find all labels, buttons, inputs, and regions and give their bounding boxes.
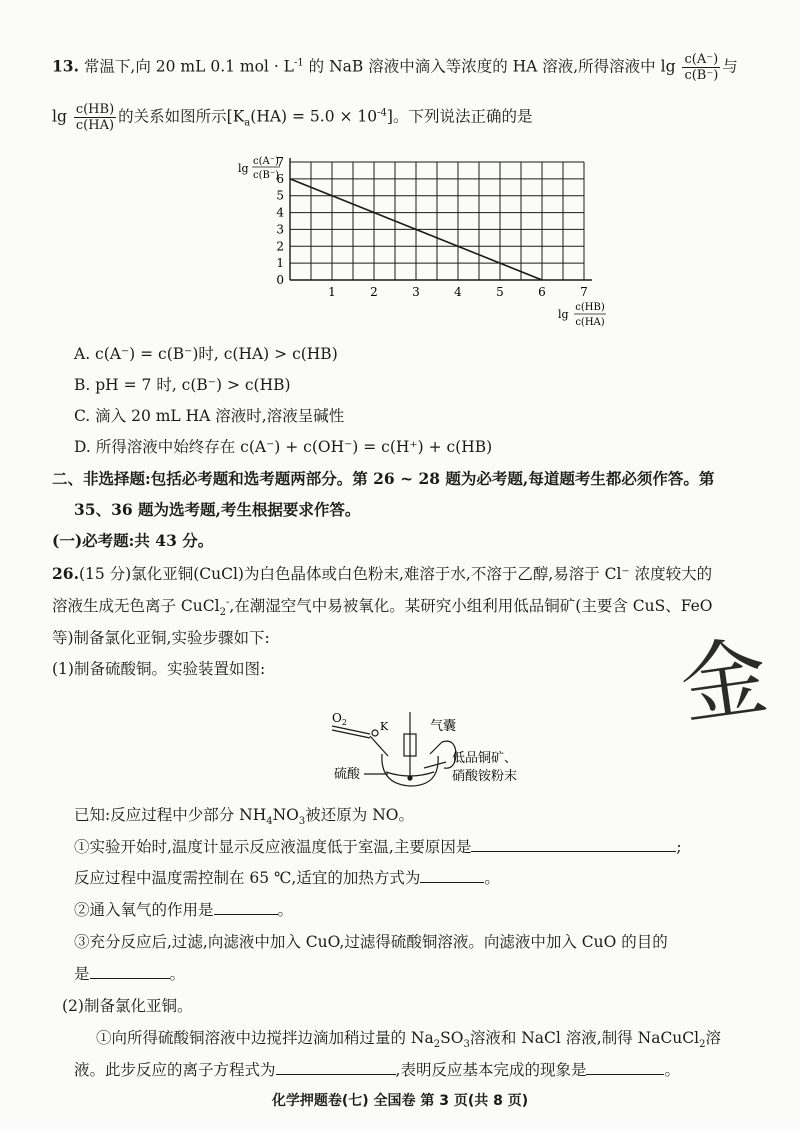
y-label-lg: lg bbox=[238, 162, 249, 175]
q13-fraction-hb bbox=[74, 102, 116, 133]
text: 溶液生成无色离子 CuCl bbox=[52, 597, 220, 615]
text: ①向所得硫酸铜溶液中边搅拌边滴加稍过量的 Na bbox=[96, 1029, 434, 1047]
sub: 4 bbox=[266, 816, 273, 828]
y-tick-label: 1 bbox=[276, 256, 284, 271]
x-label-lg: lg bbox=[558, 308, 569, 321]
text: 液。此步反应的离子方程式为 bbox=[74, 1061, 276, 1079]
q13-stem-line1 bbox=[52, 52, 738, 83]
q26-text: (15 分)氯化亚铜(CuCl)为白色晶体或白色粉末,难溶于水,不溶于乙醇,易溶于 Cl⁻ 浓度较大的 bbox=[78, 565, 713, 583]
q13-lg: lg bbox=[52, 107, 67, 126]
q13-sup: -1 bbox=[293, 57, 304, 69]
o2-inlet-tube bbox=[332, 726, 370, 734]
y-tick-label: 4 bbox=[276, 205, 284, 220]
apparatus-diagram bbox=[330, 712, 570, 792]
q26-number: 26. bbox=[52, 564, 79, 583]
text: 已知:反应过程中少部分 NH bbox=[74, 806, 267, 824]
y-tick-label: 3 bbox=[276, 222, 284, 237]
sup: - bbox=[225, 596, 230, 608]
q13-option-d: D. 所得溶液中始终存在 c(A⁻) + c(OH⁻) = c(H⁺) + c(HB) bbox=[74, 438, 493, 456]
q26-part2-heading: (2)制备氯化亚铜。 bbox=[62, 997, 193, 1015]
x-label-num: c(HB) bbox=[575, 302, 605, 313]
q26-p2-line1 bbox=[96, 1026, 721, 1050]
o2-label: $O_2$ bbox=[332, 712, 347, 727]
text: 反应过程中温度需控制在 65 ℃,适宜的加热方式为 bbox=[74, 869, 421, 887]
text: 。 bbox=[169, 965, 186, 983]
sub: 3 bbox=[298, 816, 306, 828]
inlet-neck bbox=[370, 736, 388, 756]
x-label-den: c(HA) bbox=[575, 317, 605, 328]
q26-q3b bbox=[74, 962, 185, 984]
q26-p2-line2 bbox=[74, 1058, 680, 1080]
page-footer: 化学押题卷(七) 全国卷 第 3 页(共 8 页) bbox=[271, 1093, 529, 1109]
q13-text-f: ]。下列说法正确的是 bbox=[386, 107, 533, 126]
frac-den: c(HA) bbox=[75, 118, 115, 133]
x-tick-label: 1 bbox=[328, 285, 336, 299]
ore-pointer bbox=[424, 762, 446, 768]
frac-den: c(B⁻) bbox=[684, 68, 719, 83]
text: 。 bbox=[664, 1061, 680, 1079]
x-tick-label: 5 bbox=[496, 285, 504, 299]
q13-text-e: (HA) = 5.0 × 10 bbox=[250, 107, 378, 126]
text: ,在潮湿空气中易被氧化。某研究小组利用低品铜矿(主要含 CuS、FeO bbox=[229, 597, 713, 615]
text: 。 bbox=[484, 869, 500, 887]
q13-fraction-ab bbox=[682, 52, 720, 83]
frac-num: c(A⁻) bbox=[682, 52, 720, 68]
text: 。 bbox=[277, 901, 294, 919]
valve-k bbox=[372, 730, 378, 736]
k-label: K bbox=[380, 720, 389, 733]
answer-blank-5[interactable] bbox=[276, 1060, 396, 1075]
q26-q3: ③充分反应后,过滤,向滤液中加入 CuO,过滤得硫酸铜溶液。向滤液中加入 CuO 的目的 bbox=[74, 933, 668, 951]
q13-text-c: 与 bbox=[722, 57, 738, 76]
q13-option-b: B. pH = 7 时, c(B⁻) > c(HB) bbox=[74, 376, 291, 394]
y-tick-label: 7 bbox=[276, 155, 284, 169]
text: ②通入氧气的作用是 bbox=[74, 901, 214, 919]
answer-blank-3[interactable] bbox=[214, 900, 278, 915]
section2-line1: 二、非选择题:包括必考题和选考题两部分。第 26 ~ 28 题为必考题,每道题考生都必须作答。第 bbox=[52, 469, 715, 488]
x-tick-label: 2 bbox=[370, 285, 378, 299]
section2-subheading: (一)必考题:共 43 分。 bbox=[52, 531, 214, 550]
o2-inlet-tube-lower bbox=[332, 730, 370, 738]
text: 是 bbox=[74, 965, 90, 983]
answer-blank-6[interactable] bbox=[586, 1060, 664, 1075]
q26-part1-heading: (1)制备硫酸铜。实验装置如图: bbox=[52, 660, 266, 678]
frac-num: c(HB) bbox=[75, 102, 115, 117]
y-label-den: c(B⁻) bbox=[252, 170, 280, 181]
answer-blank-1[interactable] bbox=[471, 837, 676, 852]
q13-text-b: 的 NaB 溶液中滴入等浓度的 HA 溶液,所得溶液中 lg bbox=[303, 57, 676, 76]
q26-q1b bbox=[74, 866, 500, 888]
text: 被还原为 NO。 bbox=[305, 806, 414, 824]
ore-label-2: 硝酸铵粉末 bbox=[452, 769, 518, 784]
text: NO bbox=[272, 806, 299, 824]
thermometer-bulb bbox=[408, 776, 412, 780]
q13-option-a: A. c(A⁻) = c(B⁻)时, c(HA) > c(HB) bbox=[74, 345, 338, 363]
q26-line3: 等)制备氯化亚铜,实验步骤如下: bbox=[52, 629, 270, 647]
x-tick-label: 6 bbox=[538, 285, 546, 299]
ore-label-1: 低品铜矿、 bbox=[452, 751, 518, 766]
q13-number: 13. bbox=[52, 56, 79, 76]
y-tick-label: 6 bbox=[276, 171, 284, 186]
y-label-num: c(A⁻) bbox=[253, 156, 279, 167]
q26-q2 bbox=[74, 898, 293, 920]
ka-sub: a bbox=[244, 117, 251, 129]
acid-label: 硫酸 bbox=[334, 767, 361, 782]
q13-option-c: C. 滴入 20 mL HA 溶液时,溶液呈碱性 bbox=[74, 407, 345, 425]
text: 溶液和 NaCl 溶液,制得 NaCuCl bbox=[469, 1029, 700, 1047]
gas-bag-label: 气囊 bbox=[430, 719, 457, 734]
x-tick-label: 7 bbox=[580, 285, 588, 299]
sub: 2 bbox=[433, 1039, 441, 1051]
q26-q1 bbox=[74, 835, 682, 857]
text: SO bbox=[440, 1029, 464, 1047]
q26-known bbox=[74, 803, 414, 827]
y-tick-label: 5 bbox=[276, 188, 284, 203]
text: ,表明反应基本完成的现象是 bbox=[395, 1061, 587, 1079]
x-tick-label: 3 bbox=[412, 285, 420, 299]
q13-stem-line2 bbox=[52, 102, 532, 133]
sub: 2 bbox=[699, 1039, 706, 1051]
q13-text-a: 常温下,向 20 mL 0.1 mol · L bbox=[83, 57, 294, 76]
y-tick-label: 0 bbox=[276, 273, 284, 287]
sub: 3 bbox=[463, 1039, 470, 1051]
text: 溶 bbox=[705, 1029, 721, 1047]
y-tick-label: 2 bbox=[276, 239, 284, 254]
ka-sup: -4 bbox=[377, 107, 387, 119]
q26-line2 bbox=[52, 594, 713, 618]
side-neck bbox=[430, 742, 442, 754]
answer-blank-4[interactable] bbox=[90, 964, 170, 979]
q13-text-d: 的关系如图所示[K bbox=[118, 107, 245, 126]
sub: 2 bbox=[219, 607, 226, 619]
x-tick-label: 4 bbox=[454, 285, 462, 299]
section2-line2: 35、36 题为选考题,考生根据要求作答。 bbox=[74, 500, 361, 519]
watermark-stamp: 金 bbox=[674, 626, 774, 738]
text: ; bbox=[676, 838, 682, 856]
text: ①实验开始时,温度计显示反应液温度低于室温,主要原因是 bbox=[74, 838, 472, 856]
answer-blank-2[interactable] bbox=[420, 868, 484, 883]
q26-line1 bbox=[52, 562, 712, 584]
q13-chart bbox=[230, 150, 630, 340]
